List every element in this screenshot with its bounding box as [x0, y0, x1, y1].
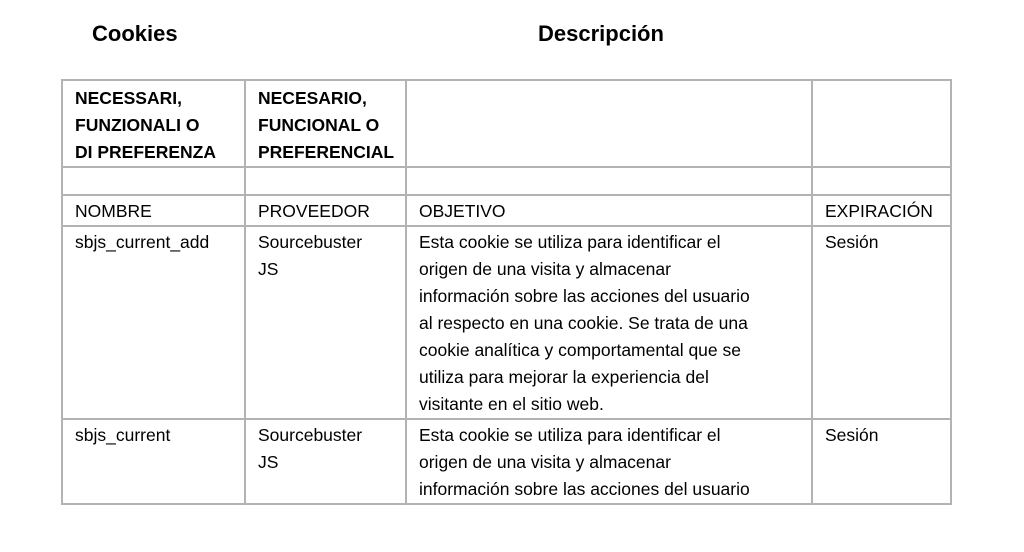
cookie-expiration-cell: Sesión — [812, 419, 951, 504]
column-header-name: NOMBRE — [62, 195, 245, 226]
category-cell-spanish: NECESARIO, FUNCIONAL O PREFERENCIAL — [245, 80, 406, 167]
table-row — [62, 419, 951, 504]
cookie-name-cell: sbjs_current_add — [62, 226, 245, 419]
cookie-provider-cell: Sourcebuster JS — [245, 419, 406, 504]
category-cell-empty — [812, 80, 951, 167]
cookie-provider-cell: Sourcebuster JS — [245, 226, 406, 419]
cookie-purpose-cell: Esta cookie se utiliza para identificar el origen de una visita y almacenar información sobre las acciones del usuario — [406, 419, 812, 504]
category-cell-empty — [406, 80, 812, 167]
table-row — [62, 226, 951, 419]
cookies-heading: Cookies — [92, 21, 178, 46]
cookie-purpose-cell: Esta cookie se utiliza para identificar el origen de una visita y almacenar información sobre las acciones del usuario al respecto en una cookie. Se trata de una cookie analítica y comportamental que se utiliza para mejorar la experiencia del visitante en el sitio web. — [406, 226, 812, 419]
column-header-expiration: EXPIRACIÓN — [812, 195, 951, 226]
category-cell-italian: NECESSARI, FUNZIONALI O DI PREFERENZA — [62, 80, 245, 167]
cookie-name-cell: sbjs_current — [62, 419, 245, 504]
spacer-row — [62, 167, 951, 195]
column-header-provider: PROVEEDOR — [245, 195, 406, 226]
cookie-table — [61, 79, 952, 505]
column-header-row — [62, 195, 951, 226]
category-row — [62, 80, 951, 167]
cookie-expiration-cell: Sesión — [812, 226, 951, 419]
column-header-purpose: OBJETIVO — [406, 195, 812, 226]
description-heading: Descripción — [538, 21, 664, 46]
